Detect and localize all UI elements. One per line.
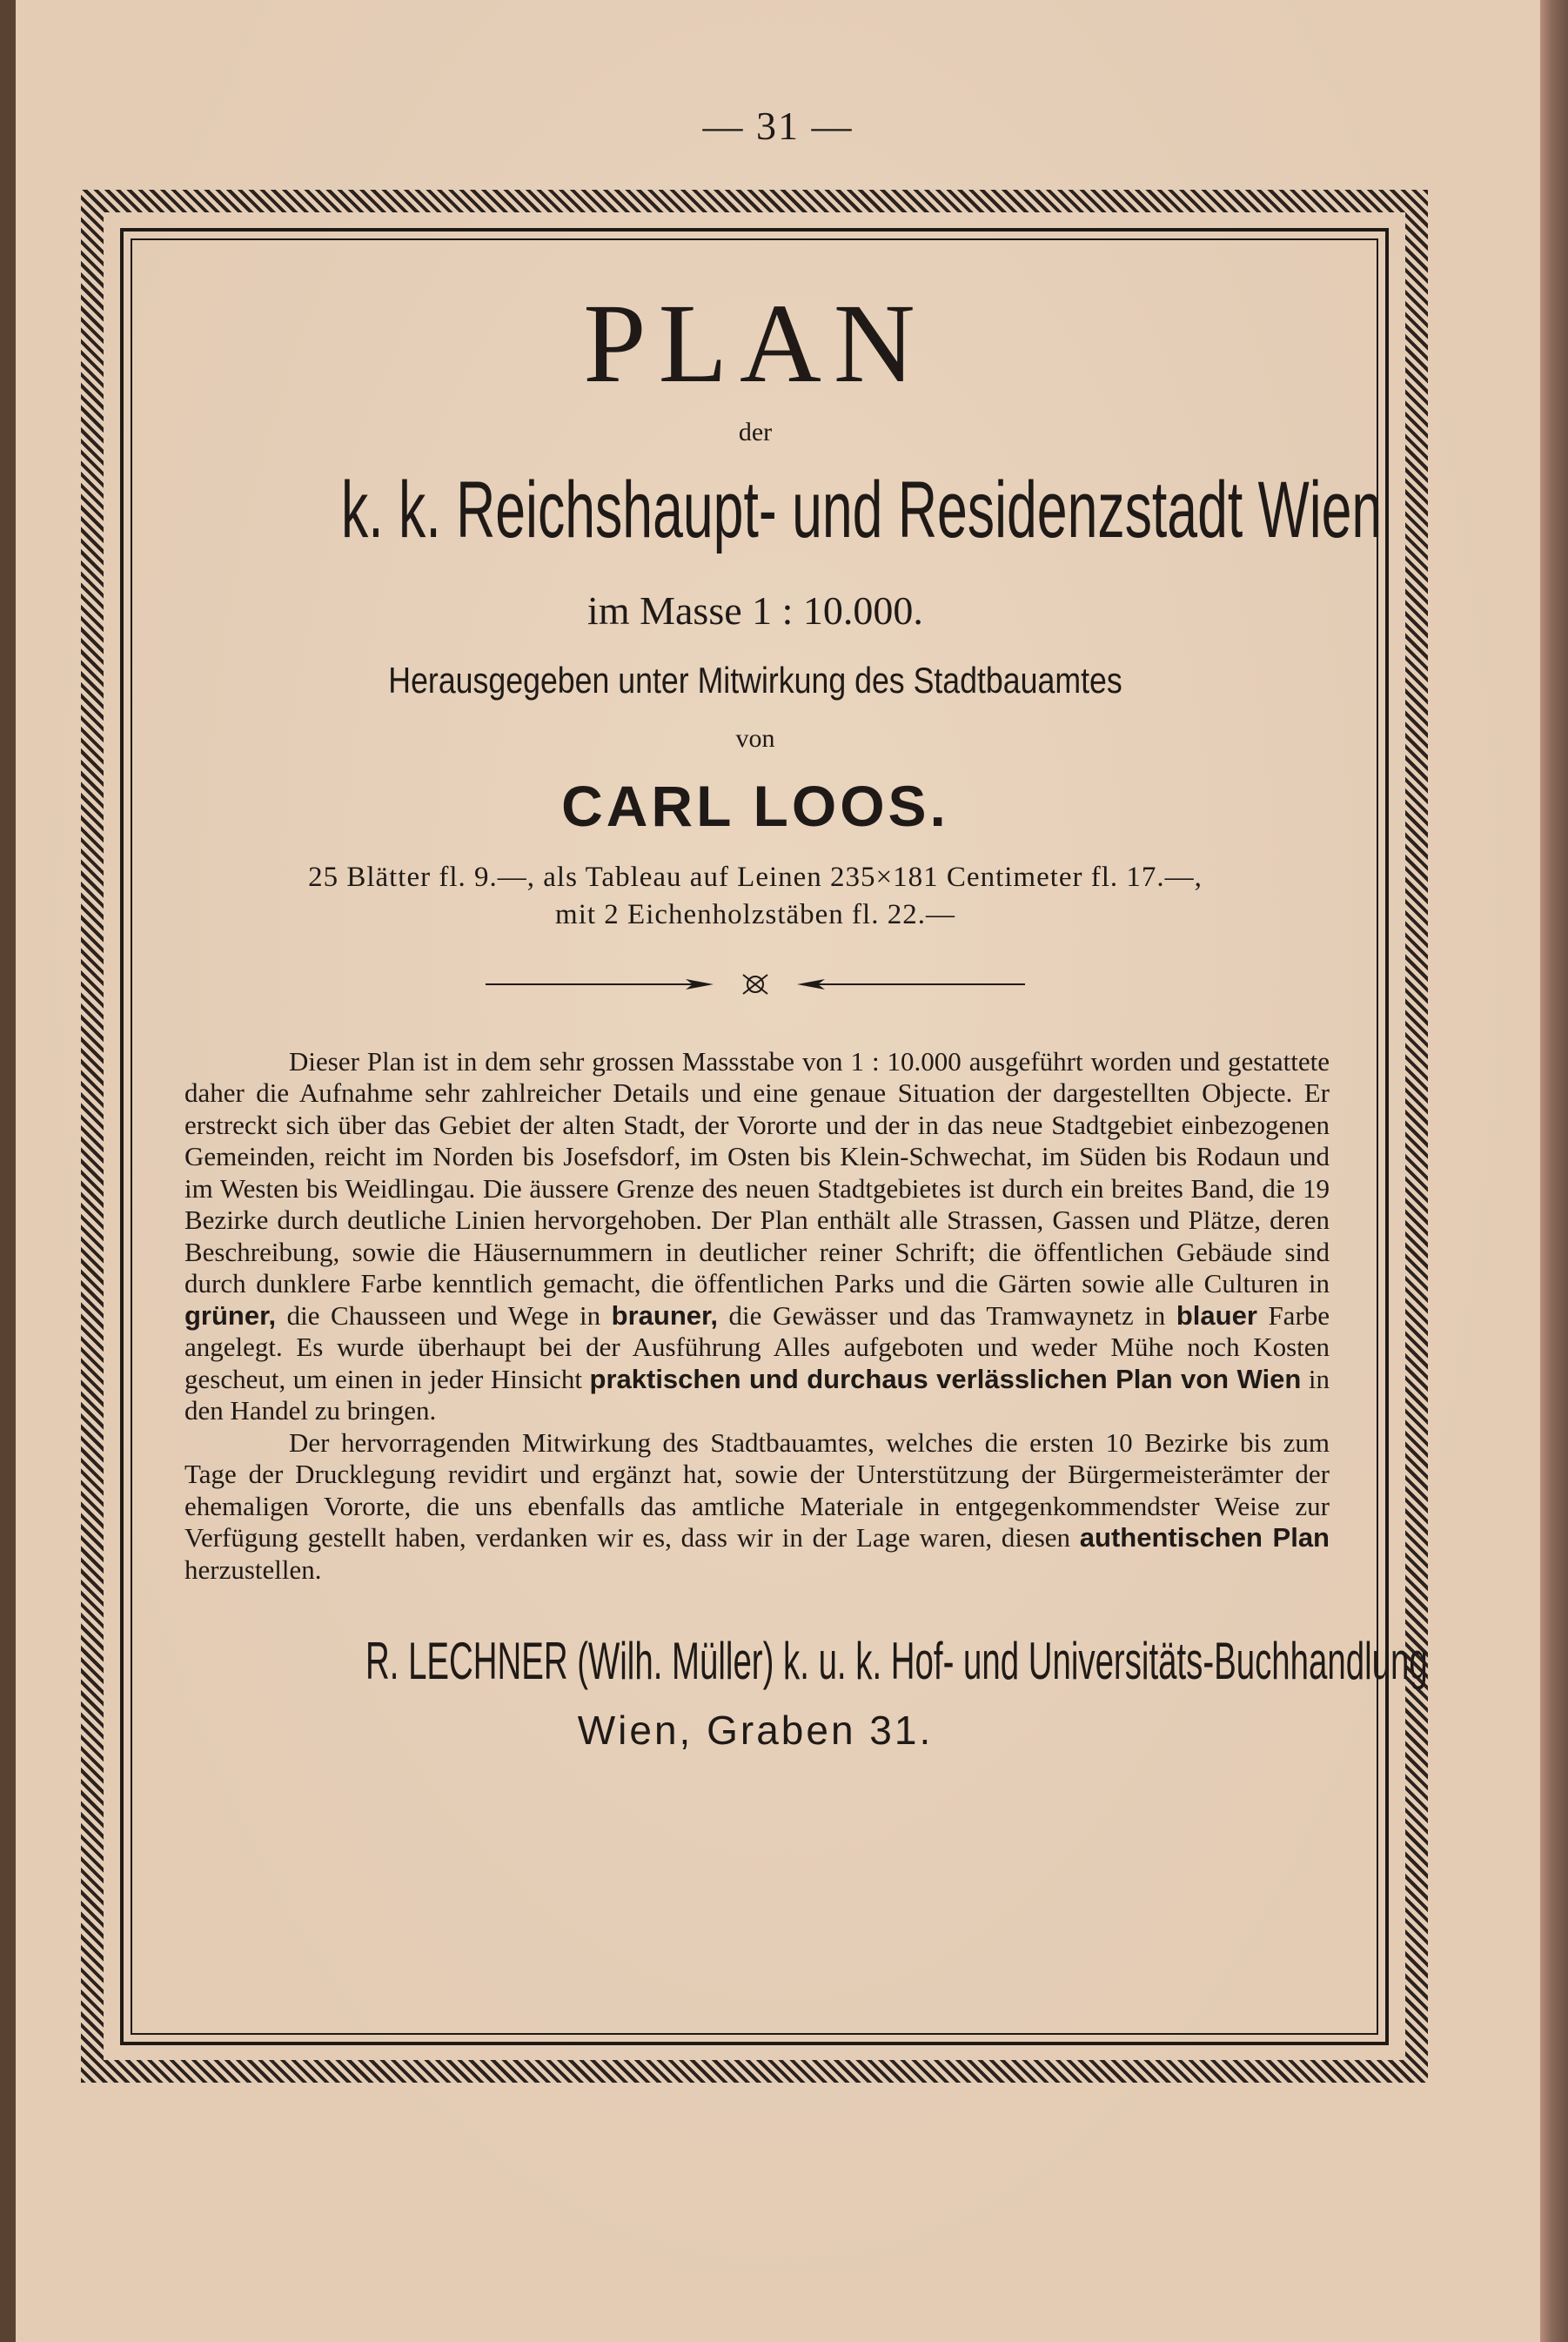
subtitle-der: der <box>738 418 773 446</box>
book-edge <box>1540 0 1568 2342</box>
advertisement-content <box>146 281 1428 1754</box>
scale-line: im Masse 1 : 10.000. <box>587 587 923 633</box>
city-heading: k. k. Reichshaupt- und Residenzstadt Wien <box>341 466 1383 554</box>
title: PLAN <box>583 281 928 406</box>
publisher-name: R. LECHNER (Wilh. Müller) k. u. k. Hof- und Universitäts-Buchhandlung <box>365 1632 1428 1691</box>
book-page <box>16 0 1540 2342</box>
ornamental-divider <box>486 971 1025 997</box>
paragraph-1: Dieser Plan ist in dem sehr grossen Massstabe von 1 : 10.000 ausgeführt worden und gestattete daher die Aufnahme sehr zahlreicher Details und eine genaue Situation der dargestellten Objecte. Er erstreckt sich über das Gebiet der alten Stadt, der Vororte und der in das neue Stadtgebiet einbezogenen Gemeinden, reicht im Norden bis Josefsdorf, im Osten bis Klein-Schwechat, im Süden bis Rodaun und im Westen bis Weidlingau. Die äussere Grenze des neuen Stadtgebietes ist durch ein breites Band, die 19 Bezirke durch deutliche Linien hervorgehoben. Der Plan enthält alle Strassen, Gassen und Plätze, deren Beschreibung, sowie die Häusernummern in deutlicher reiner Schrift; die öffentlichen Gebäude sind durch dunklere Farbe kenntlich gemacht, die öffentlichen Parks und die Gärten sowie alle Culturen in grüner, die Chausseen und Wege in brauner, die Gewässer und das Tramwaynetz in blauer Farbe angelegt. Es wurde überhaupt bei der Ausführung Alles aufgeboten und weder Mühe noch Kosten gescheut, um einen in jeder Hinsicht praktischen und durchaus verlässlichen Plan von Wien in den Handel zu bringen. <box>184 1045 1330 1426</box>
paragraph-2: Der hervorragenden Mitwirkung des Stadtbauamtes, welches die ersten 10 Bezirke bis zum Tage der Drucklegung revidirt und ergänzt hat, sowie der Unterstützung der Bürgermeisterämter der ehemaligen Vororte, die uns ebenfalls das amtliche Materiale in entgegenkommendster Weise zur Verfügung gestellt haben, verdanken wir es, dass wir in der Lage waren, diesen authentischen Plan herzustellen. <box>184 1426 1330 1585</box>
divider-flourish-icon <box>486 971 1025 997</box>
author-name: CARL LOOS. <box>561 773 949 838</box>
page-number: — 31 — <box>702 104 854 148</box>
publisher-address: Wien, Graben 31. <box>577 1708 934 1754</box>
price-line-1: 25 Blätter fl. 9.—, als Tableau auf Leinen 235×181 Centimeter fl. 17.—, <box>308 861 1203 893</box>
price-line-2: mit 2 Eichenholzstäben fl. 22.— <box>555 898 955 930</box>
published-line: Herausgegeben unter Mitwirkung des Stadtbauamtes <box>388 659 1122 701</box>
description-text <box>184 1046 1330 1587</box>
von-line: von <box>735 723 775 753</box>
